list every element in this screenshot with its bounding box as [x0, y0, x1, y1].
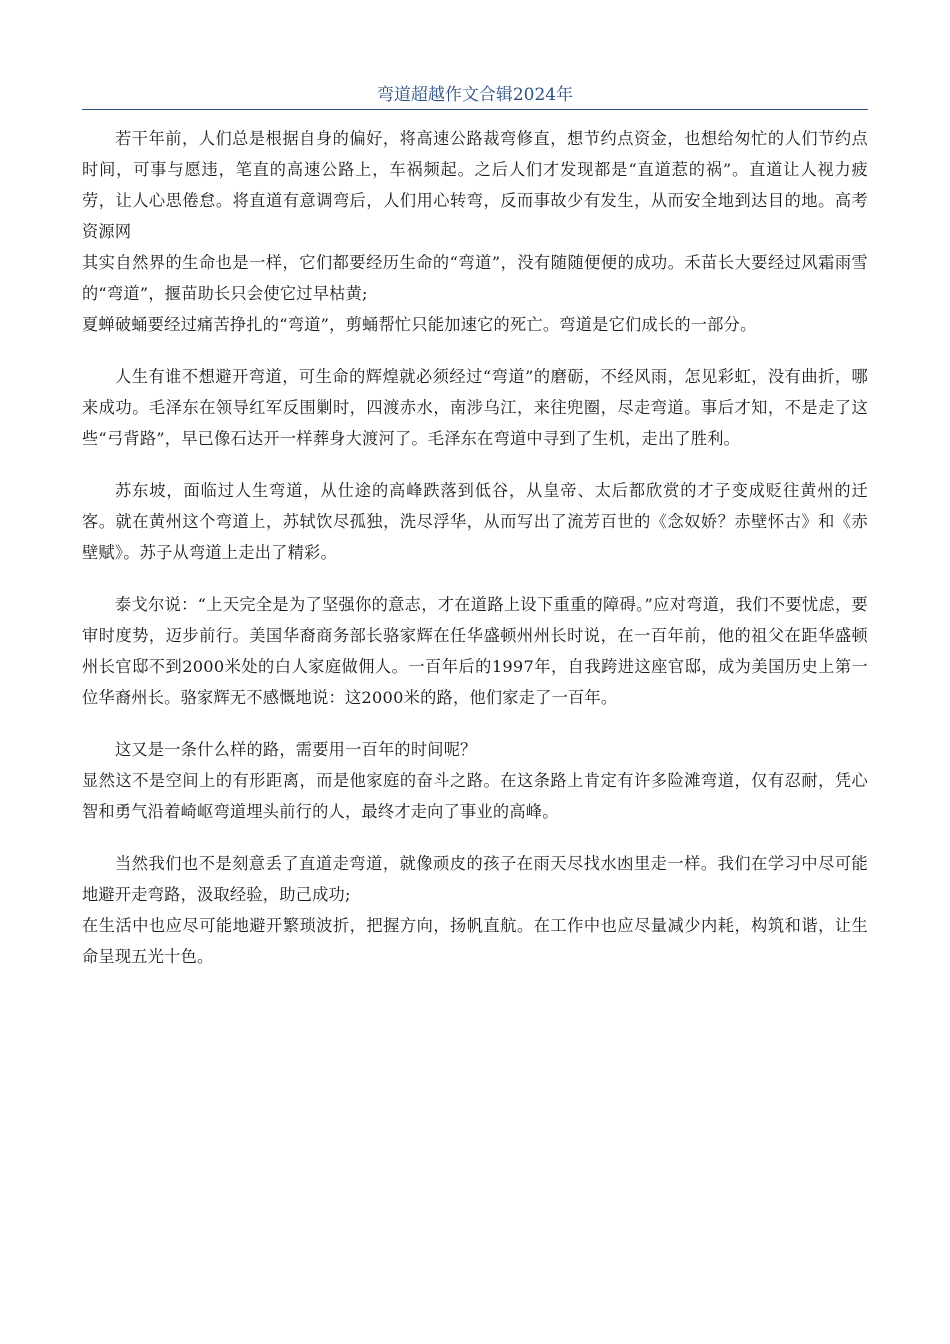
paragraph-8: 显然这不是空间上的有形距离，而是他家庭的奋斗之路。在这条路上肯定有许多险滩弯道，仅有忍耐，凭心智和勇气沿着崎岖弯道埋头前行的人，最终才走向了事业的高峰。	[82, 771, 868, 821]
paragraph-10: 在生活中也应尽可能地避开繁琐波折，把握方向，扬帆直航。在工作中也应尽量减少内耗，构筑和谐，让生命呈现五光十色。	[82, 916, 868, 966]
paragraph-6: 泰戈尔说：“上天完全是为了坚强你的意志，才在道路上设下重重的障碍。”应对弯道，我们不要忧虑，要审时度势，迈步前行。美国华裔商务部长骆家辉在任华盛顿州州长时说，在一百年前，他的祖父在距华盛顿州长官邸不到2000米处的白人家庭做佣人。一百年后的1997年，自我跨进这座官邸，成为美国历史上第一位华裔州长。骆家辉无不感慨地说：这2000米的路，他们家走了一百年。	[82, 595, 868, 707]
paragraph-1: 若干年前，人们总是根据自身的偏好，将高速公路裁弯修直，想节约点资金，也想给匆忙的人们节约点时间，可事与愿违，笔直的高速公路上，车祸频起。之后人们才发现都是“直道惹的祸”。直道让人视力疲劳，让人心思倦怠。将直道有意调弯后，人们用心转弯，反而事故少有发生，从而安全地到达目的地。高考资源网	[82, 129, 868, 241]
header-divider	[82, 109, 868, 110]
paragraph-2: 其实自然界的生命也是一样，它们都要经历生命的“弯道”，没有随随便便的成功。禾苗长大要经过风霜雨雪的“弯道”，揠苗助长只会使它过早枯黄;	[82, 253, 868, 303]
page-header-title: 弯道超越作文合辑2024年	[376, 85, 574, 105]
document-body	[82, 123, 868, 972]
paragraph-3: 夏蝉破蛹要经过痛苦挣扎的“弯道”，剪蛹帮忙只能加速它的死亡。弯道是它们成长的一部分。	[82, 315, 757, 334]
paragraph-5: 苏东坡，面临过人生弯道，从仕途的高峰跌落到低谷，从皇帝、太后都欣赏的才子变成贬往黄州的迁客。就在黄州这个弯道上，苏轼饮尽孤独，洗尽浮华，从而写出了流芳百世的《念奴娇？赤壁怀古》和《赤壁赋》。苏子从弯道上走出了精彩。	[82, 481, 868, 562]
paragraph-4: 人生有谁不想避开弯道，可生命的辉煌就必须经过“弯道”的磨砺，不经风雨，怎见彩虹，没有曲折，哪来成功。毛泽东在领导红军反围剿时，四渡赤水，南涉乌江，来往兜圈，尽走弯道。事后才知，不是走了这些“弓背路”，早已像石达开一样葬身大渡河了。毛泽东在弯道中寻到了生机，走出了胜利。	[82, 367, 868, 448]
paragraph-7: 这又是一条什么样的路，需要用一百年的时间呢？	[115, 740, 477, 759]
paragraph-9: 当然我们也不是刻意丢了直道走弯道，就像顽皮的孩子在雨天尽找水凼里走一样。我们在学习中尽可能地避开走弯路，汲取经验，助己成功;	[82, 854, 868, 904]
